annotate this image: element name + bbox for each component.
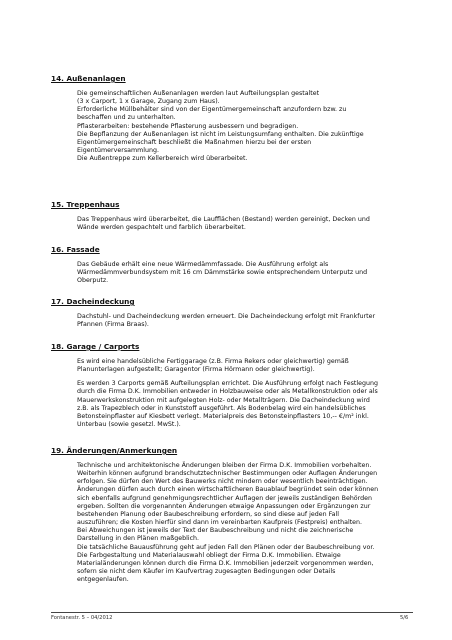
section-heading: 15. Treppenhaus bbox=[51, 200, 120, 209]
text-line: Pflasterarbeiten: bestehende Pflasterung ausbessern und begradigen. bbox=[77, 122, 299, 130]
text-line: Die gemeinschaftlichen Außenanlagen werden laut Aufteilungsplan gestaltet bbox=[77, 90, 320, 97]
section-heading: 14. Außenanlagen bbox=[51, 74, 126, 83]
section-17-dacheindeckung bbox=[51, 297, 411, 329]
text-line: Darstellung in den Plänen maßgeblich. bbox=[77, 535, 200, 543]
section-16-fassade bbox=[51, 245, 411, 285]
text-line: Pfannen (Firma Braas). bbox=[77, 321, 149, 329]
text-line: ergeben. Sollten die vorgenannten Änderungen etwaige Anpassungen oder Ergänzungen zur bbox=[77, 502, 371, 510]
text-line: Betonsteinpflaster auf Kiesbett verlegt. Materialpreis des Betonsteinpflasters 10,-- €/m² inkl. bbox=[77, 412, 369, 420]
text-line: Materialänderungen können durch die Firma D.K. Immobilien jederzeit vorgenommen werden, bbox=[77, 559, 374, 567]
text-line: Bei Abweichungen ist jeweils der Text der Baubeschreibung und nicht die zeichnerische bbox=[77, 527, 354, 535]
text-line: erfolgen. Sie dürfen den Wert des Bauwerks nicht mindern oder wesentlich beeinträchtigen. bbox=[77, 478, 368, 486]
text-line: Mauerwerkskonstruktion mit aufgelegten Holz- oder Metallträgern. Die Dacheindeckung wird bbox=[77, 396, 370, 404]
section-body bbox=[51, 358, 411, 429]
section-heading: 19. Änderungen/Anmerkungen bbox=[51, 446, 178, 455]
text-line: Unterbau (sowie gesetzl. MwSt.). bbox=[77, 421, 181, 429]
text-line: sofern sie nicht dem Käufer im Kaufvertrag zugesagten Bedingungen oder Details bbox=[77, 568, 336, 576]
text-line: Es wird eine handelsübliche Fertiggarage (z.B. Firma Rekers oder gleichwertig) gemäß bbox=[77, 358, 349, 365]
text-line: Die Außentreppe zum Kellerbereich wird überarbeitet. bbox=[77, 155, 248, 163]
section-heading: 18. Garage / Carports bbox=[51, 342, 140, 351]
text-line: entgegenlaufen. bbox=[77, 576, 129, 584]
text-line: durch die Firma D.K. Immobilien entweder in Holzbauweise oder als Metallkonstruktion oder als bbox=[77, 388, 378, 396]
section-14-aussenanlagen bbox=[51, 74, 411, 163]
text-line: Dachstuhl- und Dacheindeckung werden erneuert. Die Dacheindeckung erfolgt mit Frankfurter bbox=[77, 313, 376, 320]
text-line: Eigentümerversammlung. bbox=[77, 147, 159, 155]
text-line: bestehenden Planung oder Baubeschreibung erfordern, so sind diese auf jeden Fall bbox=[77, 510, 339, 518]
section-body bbox=[51, 462, 411, 584]
text-line: sich ebenfalls aufgrund genehmigungsrechtlicher Auflagen der jeweils zuständigen Behörden bbox=[77, 494, 373, 502]
text-line: Oberputz. bbox=[77, 277, 109, 285]
text-line: beschaffen und zu unterhalten. bbox=[77, 114, 176, 122]
section-15-treppenhaus bbox=[51, 200, 411, 232]
text-line: Änderungen dürfen auch durch einen wirtschaftlicheren Bauablauf begründet sein oder können bbox=[77, 486, 379, 494]
text-line: Das Gebäude erhält eine neue Wärmedämmfassade. Die Ausführung erfolgt als bbox=[77, 261, 329, 268]
section-19-aenderungen bbox=[51, 446, 411, 584]
text-line: Erforderliche Müllbehälter sind von der Eigentümergemeinschaft anzufordern bzw. zu bbox=[77, 106, 347, 114]
footer-address: Fontanestr. 5 – 04/2012 bbox=[51, 615, 113, 621]
text-line: Wärmedämmverbundsystem mit 16 cm Dämmstärke sowie entsprechendem Unterputz und bbox=[77, 269, 368, 277]
text-line: Die Bepflanzung der Außenanlagen ist nicht im Leistungsumfang enthalten. Die zukünftige bbox=[77, 130, 364, 138]
section-body bbox=[51, 313, 411, 329]
footer-divider bbox=[51, 612, 413, 613]
section-body bbox=[51, 90, 411, 163]
section-body bbox=[51, 261, 411, 285]
text-line: Eigentümergemeinschaft beschließt die Maßnahmen hierzu bei der ersten bbox=[77, 138, 312, 146]
text-line: Es werden 3 Carports gemäß Aufteilungsplan errichtet. Die Ausführung erfolgt nach Festlegung bbox=[77, 380, 378, 388]
text-line: Das Treppenhaus wird überarbeitet, die Laufflächen (Bestand) werden gereinigt, Decken und bbox=[77, 216, 370, 223]
text-line: Planunterlagen aufgestellt; Garagentor (Firma Hörmann oder gleichwertig). bbox=[77, 366, 315, 374]
text-line: auszuführen; die Kosten hierfür sind dann im vereinbarten Kaufpreis (Festpreis) enthalten. bbox=[77, 519, 363, 527]
text-line: Wände werden gespachtelt und farblich überarbeitet. bbox=[77, 224, 246, 232]
section-heading: 16. Fassade bbox=[51, 245, 100, 254]
text-line: Die tatsächliche Bauausführung geht auf jeden Fall den Plänen oder der Baubeschreibung vor. bbox=[77, 543, 375, 551]
text-line: Weiterhin können aufgrund brandschutztechnischer Bestimmungen oder Auflagen Änderungen bbox=[77, 470, 378, 478]
text-line: (3 x Carport, 1 x Garage, Zugang zum Haus). bbox=[77, 98, 220, 106]
text-line: Die Farbgestaltung und Materialauswahl obliegt der Firma D.K. Immobilien. Etwaige bbox=[77, 551, 341, 559]
section-18-garage-carports bbox=[51, 342, 411, 429]
section-heading: 17. Dacheindeckung bbox=[51, 297, 135, 306]
text-line: z.B. als Trapezblech oder in Kunststoff ausgeführt. Als Bodenbelag wird ein handelsübliches bbox=[77, 404, 366, 412]
section-body bbox=[51, 216, 411, 232]
text-line: Technische und architektonische Änderungen bleiben der Firma D.K. Immobilien vorbehalten. bbox=[77, 462, 372, 469]
page-number: 5/6 bbox=[400, 615, 409, 621]
